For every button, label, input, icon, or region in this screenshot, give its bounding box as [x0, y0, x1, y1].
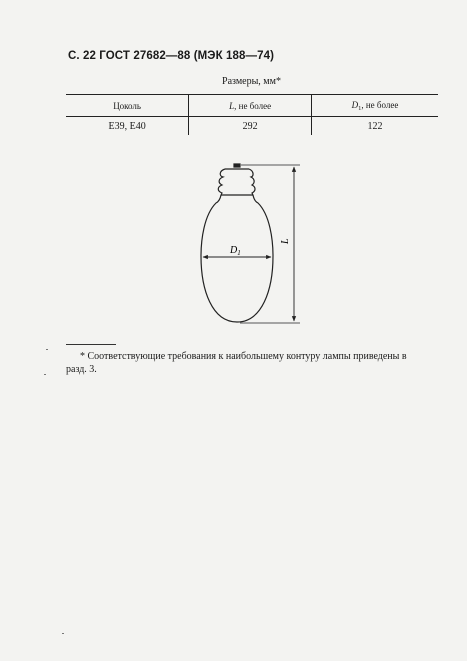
- scan-speck: [46, 349, 48, 350]
- scan-speck: [62, 633, 64, 634]
- column-header-length-symbol: L: [229, 100, 235, 111]
- length-label: L: [280, 238, 291, 244]
- column-header-base-label: Цоколь: [113, 100, 142, 111]
- footnote-divider: [66, 344, 116, 345]
- diameter-label: $D_1$: [230, 245, 241, 257]
- footnote-line-1: * Соответствующие требования к наибольшему контуру лампы приведены в: [80, 351, 407, 362]
- page-header: С. 22 ГОСТ 27682—88 (МЭК 188—74): [68, 50, 275, 62]
- column-header-diameter-suffix: , не более: [361, 99, 399, 110]
- column-header-length-suffix: , не более: [234, 100, 272, 111]
- lamp-bulb-outline: [201, 195, 273, 322]
- cell-base: E39, E40: [108, 120, 146, 132]
- table-title-text: Размеры, мм*: [222, 76, 281, 87]
- lamp-screw-base: [218, 164, 255, 195]
- scan-speck: [44, 374, 46, 375]
- footnote-line-2: разд. 3.: [66, 364, 97, 375]
- cell-diameter: 122: [312, 117, 439, 136]
- column-header-diameter-subscript: 1: [358, 104, 362, 112]
- cell-length: 292: [189, 117, 312, 136]
- column-header-diameter-symbol: D: [351, 99, 359, 110]
